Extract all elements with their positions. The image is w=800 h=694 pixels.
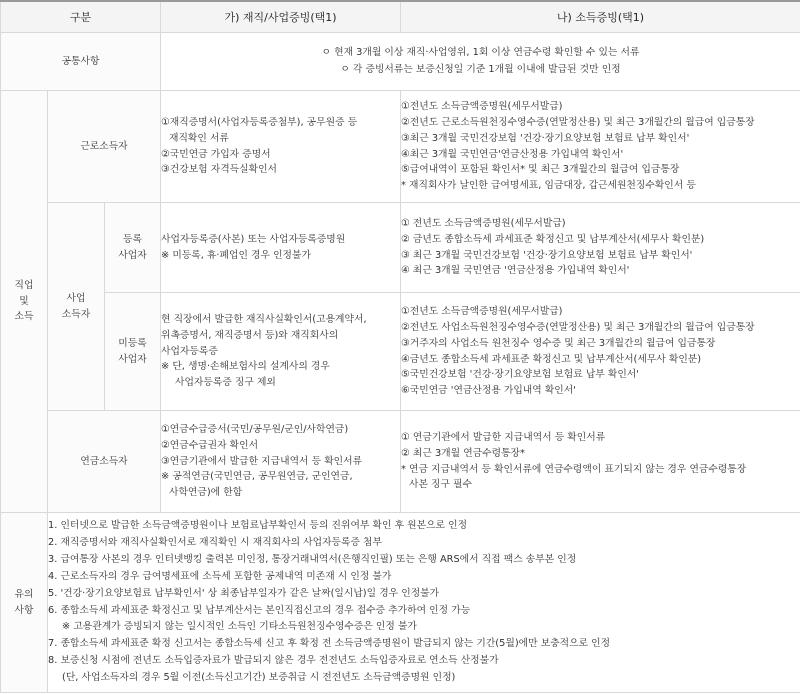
- note-line: 7. 종합소득세 과세표준 확정 신고서는 종합소득세 신고 후 확정 전 소득금액증명원이 발급되지 않는 기간(5월)에만 보충적으로 인정: [48, 638, 611, 650]
- doc-line: 사업자등록증(사본) 또는 사업자등록증명원: [161, 233, 346, 245]
- doc-line: ①전년도 소득금액증명원(세무서발급): [401, 306, 563, 318]
- unregistered-business-row: [1, 293, 800, 411]
- doc-line: ③연금기관에서 발급한 지급내역서 등 확인서류: [161, 455, 363, 467]
- doc-line: ③건강보험 자격득실확인서: [161, 164, 277, 176]
- common-label: 공통사항: [1, 33, 161, 91]
- pension-employment-docs: [161, 411, 401, 513]
- doc-line: ⑤국민건강보험 '건강·장기요양보험 보험료 납부 확인서': [401, 369, 639, 381]
- doc-line: ④ 최근 3개월 국민연금 '연금산정용 가입내역 확인서': [401, 265, 630, 277]
- doc-line: * 재직회사가 날인한 급여명세표, 임금대장, 갑근세원천징수확인서 등: [401, 179, 696, 191]
- doc-line: 사학연금)에 한함: [169, 487, 243, 498]
- wage-label: 근로소득자: [48, 91, 161, 203]
- business-label: 사업 소득자: [48, 203, 105, 411]
- registered-business-row: [1, 203, 800, 293]
- wage-employment-docs: [161, 91, 401, 203]
- notes-label: 유의 사항: [1, 513, 48, 693]
- common-line: ㅇ 각 증빙서류는 보증신청일 기준 1개월 이내에 발급된 것만 인정: [340, 63, 621, 75]
- doc-line: 위촉증명서, 재직증명서 등)와 재직회사의: [161, 329, 339, 341]
- wage-row: [1, 91, 800, 203]
- notes-row: [1, 513, 800, 693]
- common-row: [1, 33, 800, 91]
- unregistered-employment-docs: [161, 293, 401, 411]
- unregistered-income-docs: [401, 293, 800, 411]
- pension-row: [1, 411, 800, 513]
- doc-line: ※ 공적연금(국민연금, 공무원연금, 군인연금,: [161, 471, 353, 483]
- doc-line: ③거주자의 사업소득 원천징수 영수증 및 최근 3개월간의 월급여 입금통장: [401, 337, 716, 349]
- doc-line: ④최근 3개월 국민연금'연금산정용 가입내역 확인서': [401, 148, 624, 160]
- registered-income-docs: [401, 203, 800, 293]
- doc-line: 재직확인 서류: [169, 132, 229, 144]
- notes-content: [48, 513, 800, 693]
- doc-line: ②전년도 사업소득원천징수영수증(연말정산용) 및 최근 3개월간의 월급여 입금통장: [401, 322, 755, 334]
- doc-line: ※ 단, 생명·손해보험사의 설계사의 경우: [161, 361, 330, 373]
- doc-line: ④금년도 종합소득세 과세표준 확정신고 및 납부계산서(세무사 확인분): [401, 353, 702, 365]
- header-income-proof: 나) 소득증빙(택1): [401, 1, 800, 33]
- doc-line: ① 연금기관에서 발급한 지급내역서 등 확인서류: [401, 432, 606, 444]
- registered-employment-docs: [161, 203, 401, 293]
- doc-line: ②연금수급권자 확인서: [161, 439, 259, 451]
- note-line: 5. '건강·장기요양보험료 납부확인서' 상 최종납부일자가 같은 날짜(일시납)일 경우 인정불가: [48, 587, 440, 599]
- common-line: ㅇ 현재 3개월 이상 재직·사업영위, 1회 이상 연금수령 확인할 수 있는 서류: [321, 46, 640, 58]
- note-line: 2. 재직증명서와 재직사실확인서로 재직확인 시 재직회사의 사업자등록증 첨부: [48, 537, 382, 549]
- pension-label: 연금소득자: [48, 411, 161, 513]
- doc-line: ③최근 3개월 국민건강보험 '건강·장기요양보험 보험료 납부 확인서': [401, 132, 690, 144]
- doc-line: 현 직장에서 발급한 재직사실확인서(고용계약서,: [161, 314, 367, 326]
- common-content: [161, 33, 800, 91]
- doc-line: ② 금년도 종합소득세 과세표준 확정신고 및 납부계산서(세무사 확인분): [401, 233, 705, 245]
- doc-line: ⑥국민연금 '연금산정용 가입내역 확인서': [401, 384, 576, 396]
- note-line: 3. 급여통장 사본의 경우 인터넷뱅킹 출력본 미인정, 통장거래내역서(은행직인필) 또는 은행 ARS에서 직접 팩스 송부본 인정: [48, 553, 577, 565]
- wage-income-docs: [401, 91, 800, 203]
- note-line: ※ 고용관계가 증빙되지 않는 일시적인 소득인 기타소득원천징수영수증은 인정 불가: [62, 621, 417, 633]
- doc-line: 사업자등록증 징구 제외: [175, 377, 276, 388]
- doc-line: ③ 최근 3개월 국민건강보험 '건강·장기요양보험 보험료 납부 확인서': [401, 249, 693, 261]
- registered-label: 등록 사업자: [105, 203, 161, 293]
- doc-line: ① 전년도 소득금액증명원(세무서발급): [401, 218, 566, 230]
- doc-line: ⑤급여내역이 포함된 확인서* 및 최근 3개월간의 월급여 입금통장: [401, 164, 680, 176]
- note-line: 4. 근로소득자의 경우 급여명세표에 소득세 포함한 공제내역 미존재 시 인정 불가: [48, 570, 392, 582]
- note-line: 8. 보증신청 시점에 전년도 소득입증자료가 발급되지 않은 경우 전전년도 소득입증자료로 연소득 산정불가: [48, 655, 499, 667]
- doc-line: ①재직증명서(사업자등록증첨부), 공무원증 등: [161, 117, 358, 129]
- group-label: 직업 및 소득: [1, 91, 48, 513]
- doc-line: * 연금 지급내역서 등 확인서류에 연금수령액이 표기되지 않는 경우 연금수령통장: [401, 463, 747, 475]
- note-line: 1. 인터넷으로 발급한 소득금액증명원이나 보험료납부확인서 등의 진위여부 확인 후 원본으로 인정: [48, 520, 468, 532]
- doc-line: ② 최근 3개월 연금수령통장*: [401, 447, 525, 459]
- doc-line: ①연금수급증서(국민/공무원/군인/사학연금): [161, 424, 349, 436]
- header-row: [1, 1, 800, 33]
- doc-line: ※ 미등록, 휴·폐업인 경우 인정불가: [161, 249, 311, 261]
- doc-line: ②전년도 근로소득원천징수영수증(연말정산용) 및 최근 3개월간의 월급여 입금통장: [401, 117, 755, 129]
- doc-line: ①전년도 소득금액증명원(세무서발급): [401, 101, 563, 113]
- header-employment-proof: 가) 재직/사업증빙(택1): [161, 1, 401, 33]
- doc-line: 사본 징구 필수: [409, 479, 473, 491]
- doc-line: 사업자등록증: [161, 345, 218, 357]
- doc-line: ②국민연금 가입자 증명서: [161, 148, 271, 160]
- note-line: 6. 종합소득세 과세표준 확정신고 및 납부계산서는 본인직접신고의 경우 접수증 추가하여 인정 가능: [48, 604, 471, 616]
- header-type: 구분: [1, 1, 161, 33]
- note-line: (단, 사업소득자의 경우 5월 이전(소득신고기간) 보증취급 시 전전년도 소득금액증명원 인정): [62, 671, 456, 683]
- pension-income-docs: [401, 411, 800, 513]
- unregistered-label: 미등록 사업자: [105, 293, 161, 411]
